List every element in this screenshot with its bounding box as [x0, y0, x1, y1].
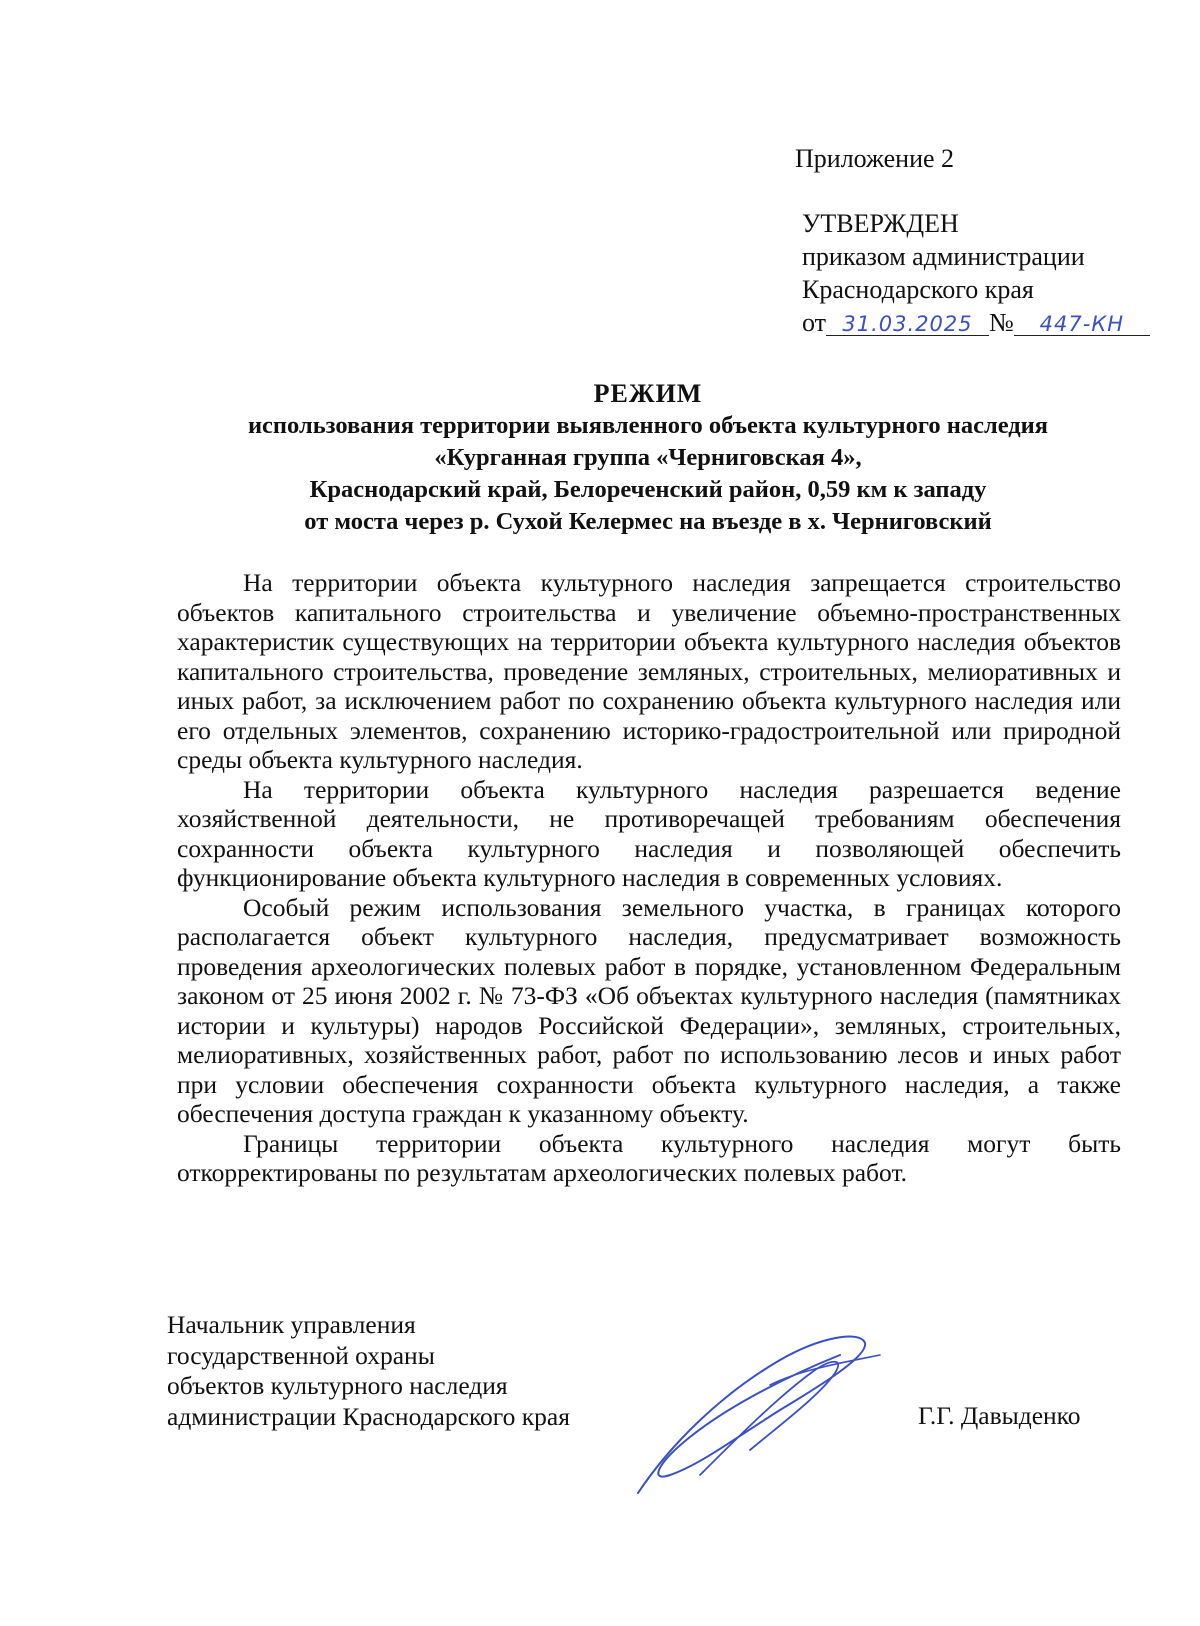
heading-line-1: использования территории выявленного объекта культурного наследия [247, 412, 1049, 439]
handwritten-signature [630, 1325, 890, 1505]
document-heading [150, 378, 1146, 538]
position-line-1: Начальник управления [167, 1310, 416, 1339]
handwritten-date: 31.03.2025 [826, 313, 989, 336]
approval-title: УТВЕРЖДЕН [802, 209, 959, 238]
heading-line-4: от моста через р. Сухой Келермес на въезде в х. Черниговский [304, 508, 992, 535]
paragraph-special-regime: Особый режим использования земельного участка, в границах которого располагается объект культурного наследия, предусматривает возможность проведения археологических полевых работ в порядке, установленном Федеральным законом от 25 июня 2002 г. № 73-ФЗ «Об объектах культурного наследия (памятниках истории и культуры) народов Российской Федерации», земляных, строительных, мелиоративных, хозяйственных работ, работ по использованию лесов и иных работ при условии обеспечения сохранности объекта культурного наследия, а также обеспечения доступа граждан к указанному объекту. [177, 892, 1121, 1128]
position-line-2: государственной охраны [167, 1340, 435, 1370]
approval-date-number-line [802, 306, 1150, 339]
document-title: РЕЖИМ [593, 379, 703, 408]
number-prefix: № [989, 308, 1014, 337]
paragraph-prohibitions: На территории объекта культурного наследия запрещается строительство объектов капитального строительства и увеличение объемно-пространственных характеристик существующих на территории объекта культурного наследия объектов капитального строительства, проведение земляных, строительных, мелиоративных и иных работ, за исключением работ по сохранению объекта культурного наследия или его отдельных элементов, сохранению историко-градостроительной или природной среды объекта культурного наследия. [177, 568, 1121, 774]
approval-line-region: Краснодарского края [802, 275, 1034, 304]
position-line-3: объектов культурного наследия [167, 1371, 508, 1400]
appendix-label: Приложение 2 [795, 144, 955, 173]
signatory-position [167, 1310, 570, 1432]
approval-line-order: приказом администрации [802, 242, 1085, 271]
paragraph-boundaries: Границы территории объекта культурного наследия могут быть откорректированы по результатам археологических полевых работ. [177, 1128, 1121, 1187]
heading-line-2: «Курганная группа «Черниговская 4», [434, 444, 862, 471]
document-body [177, 568, 1121, 1188]
heading-line-3: Краснодарский край, Белореченский район, 0,59 км к западу [309, 476, 987, 503]
position-line-4: администрации Краснодарского края [167, 1401, 570, 1431]
paragraph-permitted-activity: На территории объекта культурного наследия разрешается ведение хозяйственной деятельности, не противоречащей требованиям обеспечения сохранности объекта культурного наследия и позволяющей обеспечить функционирование объекта культурного наследия в современных условиях. [177, 774, 1121, 892]
approval-stamp-block [802, 207, 1150, 339]
date-prefix: от [802, 308, 827, 337]
handwritten-order-number: 447-КН [1014, 313, 1150, 336]
signer-name: Г.Г. Давыденко [918, 1401, 1081, 1430]
